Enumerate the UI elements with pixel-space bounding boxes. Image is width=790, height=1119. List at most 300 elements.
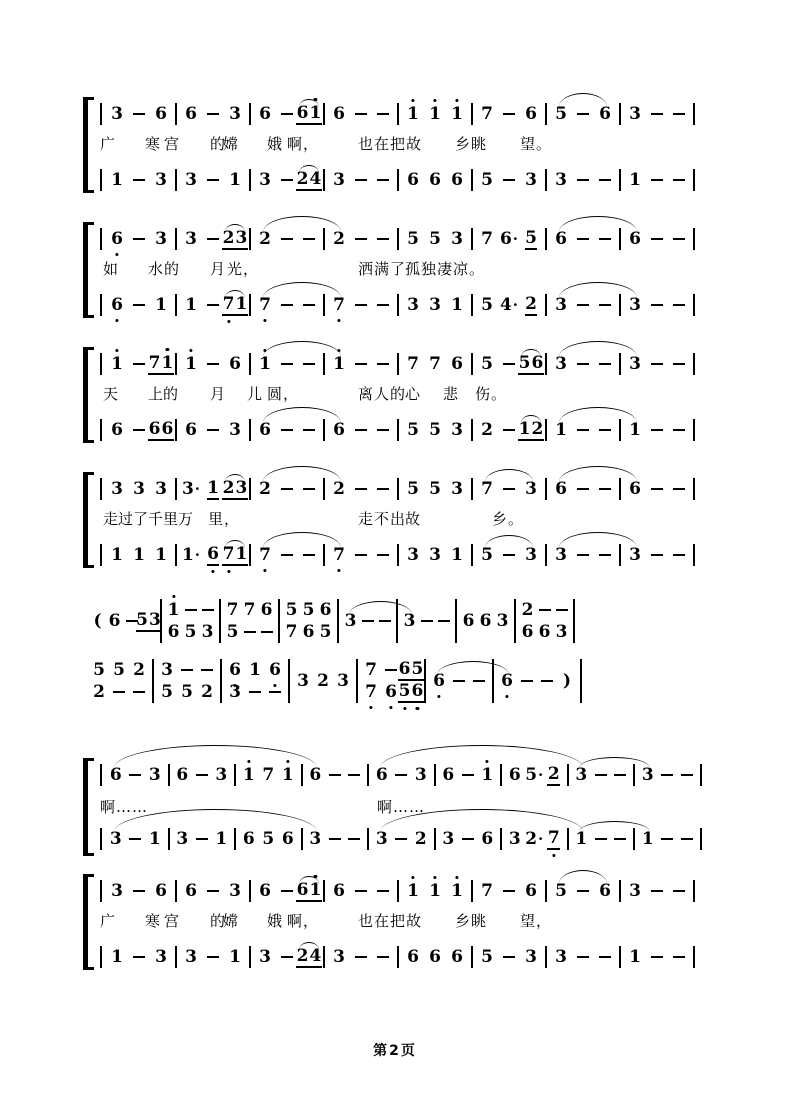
chord-column bbox=[300, 600, 317, 642]
note-cell bbox=[624, 545, 646, 565]
note-cell bbox=[224, 420, 246, 440]
measure bbox=[402, 228, 476, 250]
note-cell bbox=[439, 829, 459, 849]
lyric-syllable: 光， bbox=[227, 260, 260, 278]
note-glyph bbox=[415, 829, 427, 849]
note-glyph bbox=[555, 479, 567, 499]
dash-glyph bbox=[281, 363, 293, 365]
note-digit: 3 bbox=[555, 622, 568, 642]
dash-glyph bbox=[377, 363, 389, 365]
note-digit: 1 bbox=[111, 354, 123, 374]
note-cell bbox=[306, 765, 326, 785]
start-barline bbox=[100, 478, 102, 500]
note-cell bbox=[476, 229, 498, 249]
note-cell bbox=[333, 658, 353, 704]
beat-dash bbox=[276, 113, 298, 115]
beat-dash bbox=[128, 304, 150, 306]
note-glyph bbox=[451, 420, 463, 440]
lyric-syllable: 天 bbox=[103, 385, 120, 403]
note-cell bbox=[424, 881, 446, 901]
measure bbox=[550, 169, 624, 191]
note-glyph bbox=[155, 881, 167, 901]
lyric-syllable: 走 bbox=[358, 510, 375, 528]
beat-dash bbox=[128, 179, 150, 181]
note-cell bbox=[328, 104, 350, 124]
music-system-1 bbox=[85, 95, 725, 195]
dash-glyph bbox=[661, 838, 673, 840]
note-digit: 3 bbox=[375, 829, 388, 849]
dash-glyph bbox=[599, 363, 611, 365]
note-cell bbox=[150, 545, 172, 565]
note-glyph bbox=[481, 295, 493, 315]
beat-dash bbox=[128, 363, 150, 365]
measure bbox=[402, 169, 476, 191]
beat-dash bbox=[372, 429, 394, 431]
note-glyph bbox=[555, 947, 567, 967]
note-cell bbox=[173, 829, 193, 849]
lyric-syllable: 走 bbox=[103, 510, 120, 528]
lyric-syllable: 的 bbox=[163, 385, 180, 403]
note-cell bbox=[224, 170, 246, 190]
dash-glyph bbox=[599, 179, 611, 181]
note-digit: 3 bbox=[229, 682, 241, 702]
measure bbox=[476, 294, 550, 316]
note-cell bbox=[424, 229, 446, 249]
lyric-syllable: 独 bbox=[421, 260, 438, 278]
slur-arc bbox=[559, 216, 637, 232]
note-glyph bbox=[629, 420, 641, 440]
note-digit: 6 bbox=[412, 681, 424, 701]
note-digit: 1 bbox=[310, 880, 322, 900]
note-cell bbox=[476, 545, 498, 565]
beat-dash bbox=[109, 669, 129, 715]
note-glyph bbox=[111, 229, 123, 249]
note-glyph bbox=[481, 947, 493, 967]
note-digit: 3 bbox=[185, 947, 197, 967]
dash-glyph bbox=[207, 304, 219, 306]
measure bbox=[402, 946, 476, 968]
note-digit: 3 bbox=[403, 611, 416, 631]
chord-column bbox=[283, 600, 300, 642]
measure bbox=[402, 103, 476, 125]
note-digit: 3 bbox=[555, 170, 567, 190]
note-cell bbox=[624, 479, 646, 499]
note-digit: 2 bbox=[201, 682, 213, 702]
chord-column bbox=[199, 600, 216, 642]
measure bbox=[106, 228, 180, 250]
note-cell bbox=[180, 947, 202, 967]
measure bbox=[293, 658, 361, 704]
note-glyph bbox=[168, 622, 180, 642]
note-digit: 7 bbox=[223, 544, 235, 564]
note-digit: 5 bbox=[555, 104, 567, 124]
note-glyph bbox=[575, 765, 587, 785]
note-cell bbox=[150, 295, 172, 315]
dash-glyph bbox=[673, 304, 685, 306]
dash-glyph bbox=[281, 429, 293, 431]
beat-dash bbox=[572, 956, 594, 958]
underlined-note-group bbox=[148, 353, 174, 375]
note-cell bbox=[505, 829, 525, 849]
dash-glyph bbox=[503, 363, 515, 365]
barline bbox=[249, 880, 251, 902]
barline bbox=[471, 419, 473, 441]
dash-glyph bbox=[614, 774, 626, 776]
note-glyph bbox=[599, 104, 611, 124]
note-glyph bbox=[109, 611, 121, 631]
note-cell bbox=[402, 420, 424, 440]
note-cell bbox=[128, 479, 150, 499]
dash-glyph bbox=[577, 363, 589, 365]
note-digit: 6 bbox=[462, 611, 475, 631]
note-digit: 1 bbox=[111, 545, 123, 565]
lyric-syllable: 也 bbox=[358, 135, 375, 153]
lyric-syllable: 故 bbox=[405, 510, 422, 528]
beat-dash bbox=[298, 304, 320, 306]
beat-dash bbox=[677, 838, 697, 840]
barline bbox=[545, 294, 547, 316]
beat-dash bbox=[572, 304, 594, 306]
dash-glyph bbox=[113, 691, 125, 693]
chord-column bbox=[317, 600, 334, 642]
note-glyph bbox=[333, 545, 345, 565]
note-glyph bbox=[642, 829, 654, 849]
low-octave-dot bbox=[369, 706, 372, 709]
chord-column bbox=[536, 600, 553, 642]
chord-bottom bbox=[245, 682, 265, 702]
note-cell bbox=[202, 478, 224, 500]
note-glyph bbox=[262, 829, 274, 849]
beat-dash bbox=[202, 179, 224, 181]
dash-glyph bbox=[614, 838, 626, 840]
note-cell bbox=[150, 419, 172, 441]
note-cell bbox=[550, 295, 572, 315]
dash-glyph bbox=[133, 429, 145, 431]
chord-bottom bbox=[241, 622, 258, 642]
note-glyph bbox=[525, 170, 537, 190]
measure bbox=[180, 169, 254, 191]
dash-glyph bbox=[244, 631, 256, 633]
note-glyph bbox=[509, 829, 521, 849]
note-digit: 6 bbox=[242, 829, 255, 849]
note-cell bbox=[278, 829, 298, 849]
note-digit: 6 bbox=[531, 353, 544, 373]
note-glyph bbox=[555, 104, 567, 124]
note-cell bbox=[254, 170, 276, 190]
note-cell bbox=[180, 295, 202, 315]
note-glyph bbox=[320, 622, 332, 642]
note-cell bbox=[106, 295, 128, 315]
note-digit: 3 bbox=[629, 881, 641, 901]
note-glyph bbox=[451, 354, 463, 374]
measure bbox=[283, 598, 342, 644]
note-glyph bbox=[525, 829, 537, 849]
beat-dash bbox=[572, 554, 594, 556]
note-glyph bbox=[133, 479, 145, 499]
note-digit: 5 bbox=[481, 354, 493, 374]
note-digit: 1 bbox=[155, 545, 167, 565]
dash-glyph bbox=[377, 956, 389, 958]
note-digit: 1 bbox=[235, 544, 248, 564]
note-glyph bbox=[243, 829, 255, 849]
note-digit: 6 bbox=[229, 354, 241, 374]
note-glyph bbox=[333, 170, 345, 190]
note-cell bbox=[402, 229, 424, 249]
note-cell bbox=[361, 669, 381, 715]
note-glyph bbox=[629, 881, 641, 901]
note-digit: 5 bbox=[161, 682, 173, 702]
note-cell bbox=[328, 354, 350, 374]
note-cell bbox=[494, 598, 511, 644]
note-digit: 4 bbox=[499, 295, 512, 315]
note-digit: 5 bbox=[407, 479, 419, 499]
lyric-syllable: 千 bbox=[148, 510, 165, 528]
barline bbox=[323, 103, 325, 125]
note-digit: 7 bbox=[148, 353, 161, 373]
barline bbox=[249, 353, 251, 375]
note-cell bbox=[498, 229, 520, 249]
note-digit: 6 bbox=[479, 611, 492, 631]
dash-glyph bbox=[673, 113, 685, 115]
underlined-note-group bbox=[398, 681, 424, 703]
note-glyph bbox=[259, 947, 271, 967]
note-cell bbox=[536, 609, 553, 655]
note-cell bbox=[180, 420, 202, 440]
parenthesis-glyph: ( bbox=[93, 611, 102, 631]
note-cell bbox=[424, 545, 446, 565]
beat-dash bbox=[202, 429, 224, 431]
note-digit: 6 bbox=[555, 479, 567, 499]
beat-dash bbox=[572, 429, 594, 431]
beat-dash bbox=[128, 113, 150, 115]
dash-glyph bbox=[355, 363, 367, 365]
note-glyph bbox=[500, 229, 512, 249]
beat-dash bbox=[350, 488, 372, 490]
dash-glyph bbox=[503, 429, 515, 431]
dash-glyph bbox=[355, 956, 367, 958]
note-digit: 3 bbox=[155, 229, 167, 249]
note-digit: 3 bbox=[259, 947, 271, 967]
beat-dash bbox=[594, 956, 616, 958]
beat-dash bbox=[392, 774, 412, 776]
note-cell bbox=[254, 295, 276, 315]
note-cell bbox=[150, 104, 172, 124]
barline bbox=[471, 544, 473, 566]
note-digit: 2 bbox=[317, 671, 329, 691]
lyric-syllable: 把 bbox=[390, 912, 407, 930]
lyric-syllable: 里， bbox=[208, 510, 241, 528]
augmentation-dot: · bbox=[512, 296, 519, 314]
dash-glyph bbox=[196, 838, 208, 840]
note-digit: 2 bbox=[133, 660, 145, 680]
measure bbox=[402, 544, 476, 566]
note-digit: 2 bbox=[222, 478, 235, 498]
note-digit: 6 bbox=[281, 829, 294, 849]
note-cell bbox=[550, 229, 572, 249]
measure bbox=[401, 598, 460, 644]
note-glyph bbox=[111, 354, 123, 374]
note-glyph bbox=[133, 545, 145, 565]
chord-bottom bbox=[197, 682, 217, 702]
note-glyph bbox=[229, 947, 241, 967]
note-cell bbox=[150, 947, 172, 967]
note-digit: 5 bbox=[411, 659, 424, 679]
beat-dash bbox=[646, 113, 668, 115]
note-cell bbox=[180, 545, 202, 565]
note-glyph bbox=[629, 104, 641, 124]
barline bbox=[545, 228, 547, 250]
underlined-note-group bbox=[148, 419, 174, 441]
note-cell bbox=[106, 598, 123, 644]
measure bbox=[519, 598, 578, 644]
high-octave-dot bbox=[433, 99, 436, 102]
note-digit: 6 bbox=[499, 229, 512, 249]
note-cell bbox=[476, 354, 498, 374]
note-cell bbox=[550, 881, 572, 901]
note-glyph bbox=[629, 354, 641, 374]
beat-dash bbox=[498, 113, 520, 115]
beat-dash bbox=[372, 179, 394, 181]
note-digit: 3 bbox=[149, 610, 161, 630]
barline bbox=[367, 764, 369, 786]
note-glyph bbox=[155, 170, 167, 190]
lyric-syllable: 故 bbox=[406, 912, 423, 930]
note-glyph bbox=[407, 881, 419, 901]
chord-column bbox=[182, 600, 199, 642]
note-cell bbox=[254, 947, 276, 967]
note-cell bbox=[572, 829, 592, 849]
beat-dash bbox=[418, 598, 435, 644]
dash-glyph bbox=[577, 113, 589, 115]
parenthesis bbox=[89, 598, 106, 644]
chord-bottom bbox=[109, 682, 129, 702]
barline bbox=[323, 946, 325, 968]
chord-bottom bbox=[224, 622, 241, 642]
note-glyph bbox=[429, 947, 441, 967]
barline bbox=[619, 169, 621, 191]
note-glyph bbox=[185, 170, 197, 190]
measure bbox=[106, 103, 180, 125]
note-digit: 6 bbox=[161, 419, 174, 439]
tie-arc bbox=[225, 540, 245, 548]
measure bbox=[89, 658, 157, 704]
note-cell bbox=[446, 170, 468, 190]
note-cell bbox=[476, 479, 498, 499]
chord-column bbox=[89, 660, 109, 702]
dash-glyph bbox=[673, 238, 685, 240]
note-digit: 1 bbox=[155, 295, 167, 315]
note-cell bbox=[476, 420, 498, 440]
lyric-syllable: 啊…… bbox=[377, 798, 426, 816]
note-digit: 3 bbox=[215, 765, 228, 785]
note-glyph bbox=[555, 229, 567, 249]
dash-glyph bbox=[599, 554, 611, 556]
beat-dash bbox=[646, 179, 668, 181]
note-glyph bbox=[555, 170, 567, 190]
note-cell bbox=[106, 545, 128, 565]
note-cell bbox=[328, 545, 350, 565]
dash-glyph bbox=[421, 620, 433, 622]
note-digit: 1 bbox=[249, 660, 261, 680]
note-glyph bbox=[451, 545, 463, 565]
measure bbox=[361, 658, 429, 704]
note-glyph bbox=[451, 104, 463, 124]
dash-glyph bbox=[377, 238, 389, 240]
dash-glyph bbox=[599, 956, 611, 958]
lyric-syllable: 过 bbox=[118, 510, 135, 528]
parenthesis bbox=[557, 658, 577, 704]
dash-glyph bbox=[651, 488, 663, 490]
note-digit: 7 bbox=[333, 295, 345, 315]
note-cell bbox=[402, 104, 424, 124]
barline bbox=[152, 659, 154, 703]
note-cell bbox=[572, 765, 592, 785]
note-glyph bbox=[110, 829, 122, 849]
beat-dash bbox=[350, 429, 372, 431]
dash-glyph bbox=[269, 691, 281, 693]
lyric-syllable: 的 bbox=[390, 385, 407, 403]
note-glyph bbox=[259, 545, 271, 565]
lyric-syllable: 不 bbox=[374, 510, 391, 528]
lyric-syllable: 宫 bbox=[164, 135, 181, 153]
note-digit: 2 bbox=[481, 420, 493, 440]
beat-dash bbox=[298, 429, 320, 431]
barline bbox=[693, 294, 695, 316]
lyric-syllable: 悲 bbox=[443, 385, 460, 403]
barline bbox=[397, 946, 399, 968]
measure bbox=[328, 103, 402, 125]
beat-dash bbox=[298, 238, 320, 240]
note-digit: 5 bbox=[302, 600, 315, 620]
note-digit: 1 bbox=[111, 947, 123, 967]
dash-glyph bbox=[681, 774, 693, 776]
jianpu-line-lo bbox=[85, 292, 725, 318]
start-barline bbox=[100, 169, 102, 191]
note-cell bbox=[128, 545, 150, 565]
dash-glyph bbox=[395, 774, 407, 776]
measure bbox=[328, 169, 402, 191]
dash-glyph bbox=[303, 488, 315, 490]
beat-dash bbox=[668, 113, 690, 115]
dash-glyph bbox=[395, 838, 407, 840]
chord-column bbox=[225, 660, 245, 702]
note-glyph bbox=[333, 479, 345, 499]
barline bbox=[455, 599, 457, 643]
lyrics-row bbox=[85, 506, 725, 532]
underlined-note-group bbox=[207, 478, 220, 500]
note-digit: 3 bbox=[229, 420, 241, 440]
note-glyph bbox=[309, 765, 321, 785]
note-digit: 6 bbox=[451, 170, 463, 190]
measure bbox=[624, 169, 698, 191]
note-glyph bbox=[407, 545, 419, 565]
note-cell bbox=[402, 295, 424, 315]
note-digit: 1 bbox=[333, 354, 345, 374]
high-octave-dot bbox=[433, 876, 436, 879]
note-cell bbox=[136, 598, 161, 644]
dash-glyph bbox=[377, 554, 389, 556]
note-cell bbox=[224, 104, 246, 124]
note-glyph bbox=[451, 947, 463, 967]
note-cell bbox=[476, 881, 498, 901]
note-digit: 3 bbox=[229, 881, 241, 901]
beat-dash bbox=[298, 363, 320, 365]
dash-glyph bbox=[673, 488, 685, 490]
dash-glyph bbox=[207, 179, 219, 181]
note-glyph bbox=[185, 229, 197, 249]
note-glyph bbox=[407, 295, 419, 315]
dash-glyph bbox=[651, 429, 663, 431]
